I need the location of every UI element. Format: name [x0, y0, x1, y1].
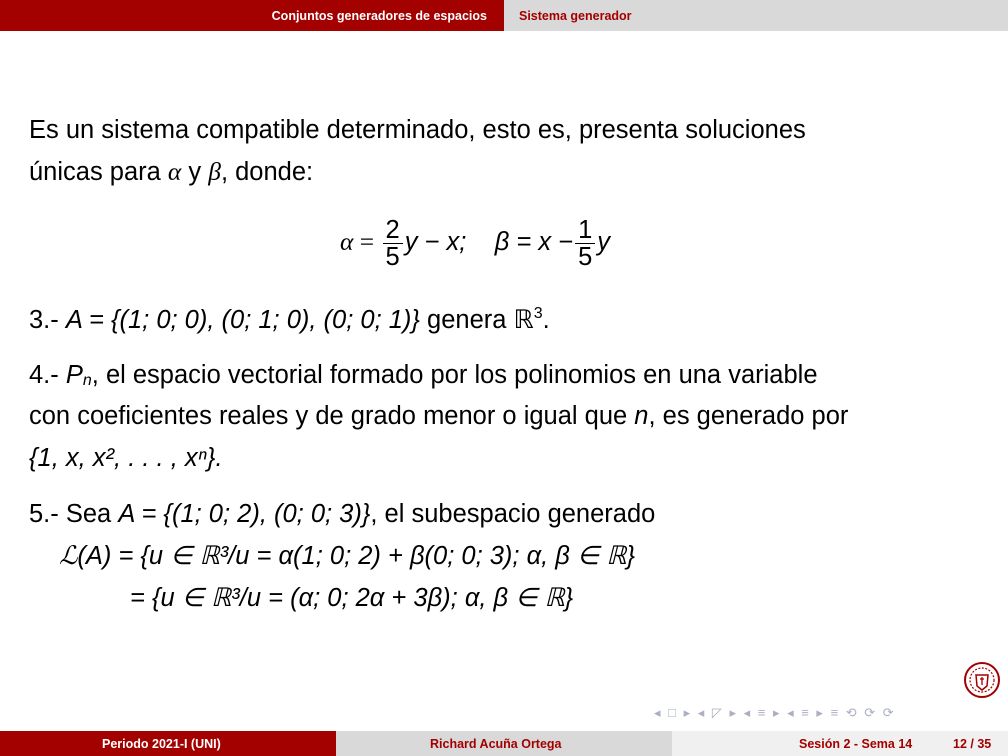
item-4-line-1: 4.- $P_n$, el espacio vectorial formado por los polinomios en una variable: [29, 361, 818, 389]
item-3: 3.- A = {(1; 0; 0), (0; 1; 0), (0; 0; 1)} genera ℝ$^3$.: [29, 305, 550, 334]
footer-page-number: 12 / 35: [953, 737, 992, 751]
item-5-equation-2: = {u ∈ ℝ³/u = (α; 0; 2α + 3β); α, β ∈ ℝ}: [130, 584, 574, 612]
fraction-two-fifths: $\frac{2}{5}$: [383, 217, 403, 270]
fraction-one-fifth: $\frac{1}{5}$: [575, 217, 595, 270]
item-5-line-1: 5.- Sea A = {(1; 0; 2), (0; 0; 3)}, el subespacio generado: [29, 500, 656, 528]
footer-session: Sesión 2 - Sema 14: [799, 737, 913, 751]
beamer-navigation-icons[interactable]: ◂ □ ▸ ◂ ◸ ▸ ◂ ≡ ▸ ◂ ≡ ▸ ≡ ⟲ ⟳ ⟳: [654, 705, 896, 720]
footer-period: Periodo 2021-I (UNI): [102, 737, 221, 751]
alpha-symbol: α: [167, 157, 182, 186]
beta-symbol: β: [208, 157, 221, 186]
footer-author: Richard Acuña Ortega: [430, 737, 562, 751]
subsection-title[interactable]: Sistema generador: [519, 9, 632, 23]
section-tab[interactable]: [0, 0, 504, 31]
header-bar: [0, 0, 1008, 31]
footer-author-box: [336, 731, 672, 756]
item-4-line-3: {1, x, x², . . . , xⁿ}.: [29, 444, 223, 472]
item-5-equation-1: ℒ(A) = {u ∈ ℝ³/u = α(1; 0; 2) + β(0; 0; 3); α, β ∈ ℝ}: [59, 542, 635, 570]
footer-session-box: [672, 731, 1008, 756]
solution-equation: α = $\frac{2}{5}$ y − x; β = x − $\frac{1}{5}$ y: [340, 215, 611, 271]
section-title[interactable]: Conjuntos generadores de espacios: [271, 9, 487, 23]
intro-line-1: Es un sistema compatible determinado, esto es, presenta soluciones: [29, 116, 806, 144]
item-4-line-2: con coeficientes reales y de grado menor o igual que n, es generado por: [29, 402, 849, 430]
footer-bar: [0, 731, 1008, 756]
intro-line-2: únicas para α y β, donde:: [29, 157, 314, 186]
university-seal-icon: [963, 661, 1001, 699]
footer-period-box: [0, 731, 336, 756]
